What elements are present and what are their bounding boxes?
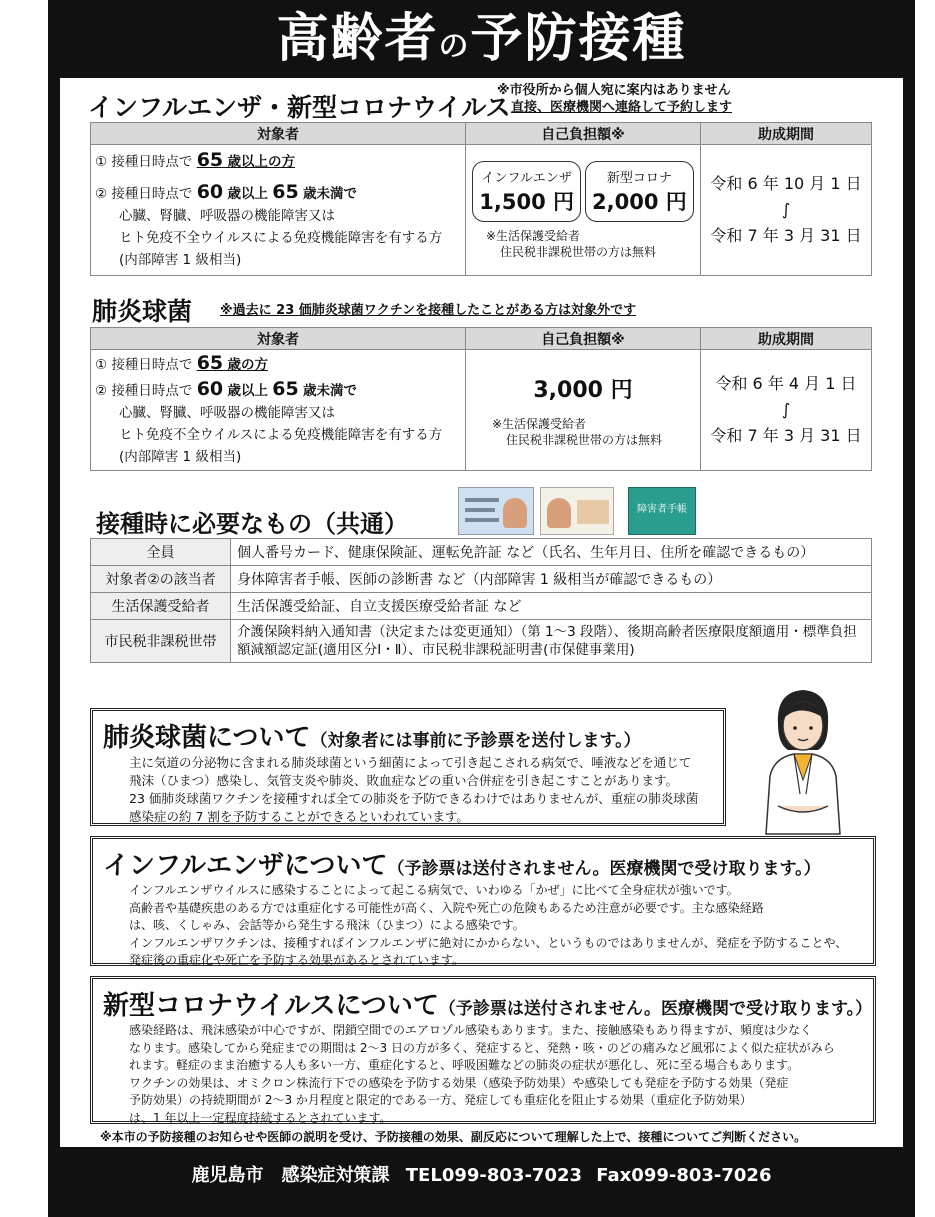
handbook-label: 障害者手帳 [637, 504, 687, 515]
about-pneumo-box [90, 708, 726, 826]
body-line: 発症後の重症化や死亡を予防する効果があるとされています。 [129, 953, 465, 967]
footer-contact [60, 1161, 903, 1187]
target-1-pre: ① 接種日時点で [95, 154, 193, 170]
flu-covid-period-cell [701, 145, 872, 276]
period-end: 令和 7 年 3 月 31 日 [710, 226, 862, 245]
table-row [91, 539, 872, 566]
col-cost: 自己負担額※ [466, 123, 701, 145]
footer-banner [60, 1147, 903, 1217]
target-1-age: 65 [196, 149, 224, 171]
page-margin-left [0, 0, 48, 1217]
target-2-age1: 60 [196, 181, 224, 203]
target-1 [95, 149, 461, 173]
pneumo-table [90, 327, 872, 471]
cost-note-2: 住民税非課税世帯の方は無料 [506, 432, 663, 447]
body-line: 飛沫（ひまつ）感染し、気管支炎や肺炎、敗血症などの重い合併症を引き起こすことがあります。 [129, 773, 679, 788]
target-2-age2: 65 [272, 181, 299, 203]
body-line: 主に気道の分泌物に含まれる肺炎球菌という細菌によって引き起こされる病気で、唾液などを通じて [129, 755, 692, 770]
body-line: なります。感染してから発症までの期間は 2〜3 日の方が多く、発症すると、発熱・咳・のどの痛みなど風邪によく似た症状がみら [129, 1040, 835, 1055]
row-key: 対象者②の該当者 [91, 566, 231, 593]
doctor-illustration [748, 684, 858, 836]
body-line: 高齢者や基礎疾患のある方では重症化する可能性が高く、入院や死亡の危険もあるため注意が必要です。主な感染経路 [129, 900, 764, 915]
target-2-post: 歳未満で [303, 186, 357, 202]
pneumo-price: 3,000 円 [533, 377, 633, 403]
cost-note-1: ※生活保護受給者 [492, 416, 587, 431]
target-2 [95, 378, 461, 402]
pneumo-period-cell [701, 350, 872, 471]
target-1-age: 65 [196, 352, 224, 374]
title-part-2: の [438, 29, 471, 64]
flu-covid-table [90, 122, 872, 276]
card-line-icon [465, 498, 499, 502]
page-margin-right [915, 0, 935, 1217]
section-title-flu-covid: インフルエンザ・新型コロナウイルス [88, 93, 511, 122]
title-part-1: 高齢者 [276, 9, 439, 69]
flyer [48, 0, 915, 1217]
about-flu-title: インフルエンザについて [103, 851, 388, 881]
about-covid-body [103, 1022, 863, 1127]
col-target: 対象者 [91, 123, 466, 145]
body-line: 23 価肺炎球菌ワクチンを接種すれば全ての肺炎を予防できるわけではありませんが、重症の肺炎球菌 [129, 791, 699, 806]
portrait-icon [503, 498, 527, 528]
pneumo-note [220, 302, 636, 319]
section-title-requirements: 接種時に必要なもの（共通） [96, 510, 408, 538]
covid-label: 新型コロナ [606, 170, 672, 186]
target-2-age2: 65 [272, 378, 299, 400]
target-2-post: 歳未満で [303, 383, 357, 399]
body-line: は、1 年以上一定程度持続するとされています。 [129, 1110, 392, 1125]
header-banner [60, 0, 903, 78]
flu-covid-target-cell [91, 145, 466, 276]
flu-label: インフルエンザ [481, 170, 572, 186]
disability-handbook-image [628, 487, 696, 535]
row-value: 生活保護受給証、自立支援医療受給者証 など [231, 593, 872, 620]
target-line-4: ヒト免疫不全ウイルスによる免疫機能障害を有する方 [119, 427, 443, 443]
about-pneumo-body [103, 754, 713, 826]
flu-covid-note [497, 82, 732, 116]
target-1 [95, 352, 461, 376]
cost-note-1: ※生活保護受給者 [486, 228, 581, 243]
table-row [91, 593, 872, 620]
pneumo-cost-cell [466, 350, 701, 471]
flu-price: 1,500 円 [479, 189, 574, 214]
flu-price-box [472, 161, 581, 222]
about-covid-box [90, 976, 876, 1124]
covid-price: 2,000 円 [592, 189, 687, 214]
footer-tel: TEL099-803-7023 [405, 1165, 583, 1186]
card-line-icon [465, 518, 499, 522]
target-2-mid: 歳以上 [227, 186, 268, 202]
body-line: 予防効果）の持続期間が 2〜3 か月程度と限定的である一方、発症しても重症化を阻止する効果（重症化予防効果） [129, 1093, 752, 1107]
target-1-post: 歳の方 [227, 357, 268, 373]
target-2-pre: ② 接種日時点で [95, 186, 193, 202]
row-value: 介護保険料納入通知書（決定または変更通知）（第 1〜3 段階）、後期高齢者医療限度額適用・標準負担額減額認定証(適用区分Ⅰ・Ⅱ）、市民税非課税証明書(市保健事業用) [231, 620, 872, 663]
target-line-3: 心臓、腎臓、呼吸器の機能障害又は [119, 208, 335, 224]
target-line-3: 心臓、腎臓、呼吸器の機能障害又は [119, 405, 335, 421]
cost-note-2: 住民税非課税世帯の方は無料 [500, 244, 657, 259]
col-cost: 自己負担額※ [466, 328, 701, 350]
page-title [60, 0, 903, 86]
pneumo-note-text: ※過去に 23 価肺炎球菌ワクチンを接種したことがある方は対象外です [220, 303, 637, 318]
target-line-4: ヒト免疫不全ウイルスによる免疫機能障害を有する方 [119, 230, 443, 246]
period-start: 令和 6 年 10 月 1 日 [710, 174, 862, 193]
target-1-post: 歳以上の方 [227, 154, 295, 170]
period-start: 令和 6 年 4 月 1 日 [715, 374, 857, 393]
row-value: 身体障害者手帳、医師の診断書 など（内部障害 1 級相当が確認できるもの） [231, 566, 872, 593]
target-2 [95, 181, 461, 205]
period-separator: ∫ [781, 200, 791, 219]
disclaimer: ※本市の予防接種のお知らせや医師の説明を受け、予防接種の効果、副反応について理解した上で、接種についてご判断ください。 [100, 1130, 807, 1144]
target-1-pre: ① 接種日時点で [95, 357, 193, 373]
row-value: 個人番号カード、健康保険証、運転免許証 など（氏名、生年月日、住所を確認できるもの） [231, 539, 872, 566]
section-title-pneumo: 肺炎球菌 [92, 297, 193, 326]
id-card-image [458, 487, 534, 535]
footer-fax: Fax099-803-7026 [596, 1165, 772, 1186]
period-end: 令和 7 年 3 月 31 日 [710, 426, 862, 445]
body-line: インフルエンザワクチンは、接種すればインフルエンザに絶対にかからない、というものではありませんが、発症を予防することや、 [129, 935, 848, 950]
target-2-age1: 60 [196, 378, 224, 400]
about-pneumo-sub: （対象者には事前に予診票を送付します。） [310, 731, 641, 751]
target-line-5: (内部障害 1 級相当) [119, 449, 242, 465]
about-covid-heading [103, 985, 873, 1022]
row-key: 市民税非課税世帯 [91, 620, 231, 663]
about-pneumo-title: 肺炎球菌について [103, 723, 311, 753]
about-covid-sub: （予診票は送付されません。医療機関で受け取ります。） [438, 999, 873, 1019]
pneumo-target-cell [91, 350, 466, 471]
body-line: ワクチンの効果は、オミクロン株流行下での感染を予防する効果（感染予防効果）や感染しても発症を予防する効果（発症 [129, 1075, 789, 1090]
col-target: 対象者 [91, 328, 466, 350]
body-line: は、咳、くしゃみ、会話等から発生する飛沫（ひまつ）による感染です。 [129, 918, 525, 932]
footer-org: 鹿児島市 感染症対策課 [191, 1165, 390, 1186]
table-row [91, 620, 872, 663]
target-2-mid: 歳以上 [227, 383, 268, 399]
license-card-image [540, 487, 614, 535]
about-flu-box [90, 836, 876, 966]
col-period: 助成期間 [701, 328, 872, 350]
body-line: インフルエンザウイルスに感染することによって起こる病気で、いわゆる「かぜ」に比べて全身症状が強いです。 [129, 883, 739, 897]
about-pneumo-heading [103, 717, 713, 754]
requirements-table [90, 538, 872, 663]
title-part-3: 予防接種 [470, 9, 687, 69]
about-covid-title: 新型コロナウイルスについて [103, 991, 439, 1021]
covid-price-box [585, 161, 694, 222]
about-flu-sub: （予診票は送付されません。医療機関で受け取ります。） [387, 859, 821, 879]
row-key: 生活保護受給者 [91, 593, 231, 620]
body-line: 感染経路は、飛沫感染が中心ですが、閉鎖空間でのエアロゾル感染もあります。また、接触感染もあり得ますが、頻度は少なく [129, 1023, 813, 1037]
col-period: 助成期間 [701, 123, 872, 145]
body-line: れます。軽症のまま治癒する人も多い一方、重症化すると、呼吸困難などの肺炎の症状が悪化し、死に至る場合もあります。 [129, 1058, 800, 1072]
flu-covid-note-line1: ※市役所から個人宛に案内はありません [497, 83, 731, 98]
period-separator: ∫ [781, 400, 791, 419]
target-line-5: (内部障害 1 級相当) [119, 252, 242, 268]
about-flu-body [103, 882, 863, 970]
target-2-pre: ② 接種日時点で [95, 383, 193, 399]
card-line-icon [465, 508, 495, 512]
row-key: 全員 [91, 539, 231, 566]
portrait-icon [547, 498, 571, 528]
card-block-icon [577, 500, 609, 524]
flu-covid-cost-cell [466, 145, 701, 276]
table-row [91, 566, 872, 593]
body-line: 感染症の約 7 割を予防することができるといわれています。 [129, 809, 469, 824]
about-flu-heading [103, 845, 863, 882]
flu-covid-note-line2: 直接、医療機関へ連絡して予約します [511, 100, 733, 115]
